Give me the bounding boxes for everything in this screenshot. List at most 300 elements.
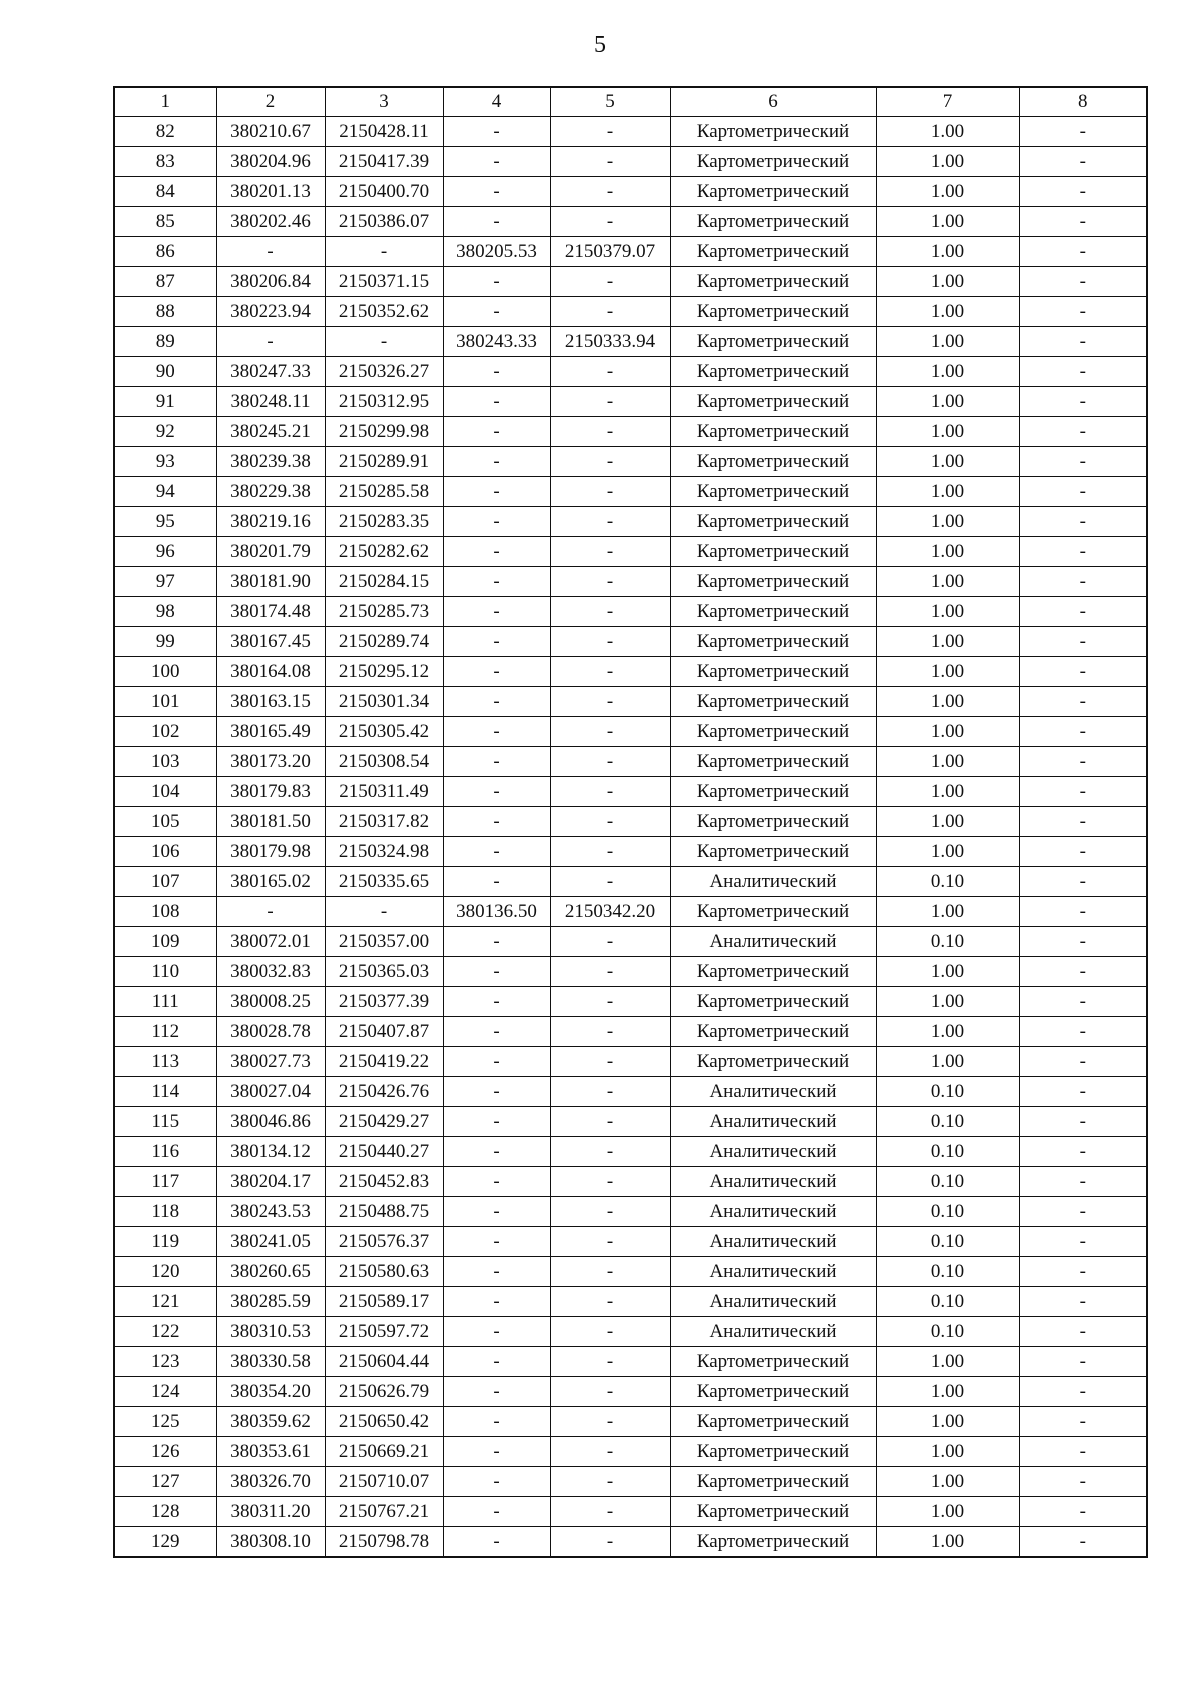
- table-cell: Аналитический: [670, 867, 876, 897]
- table-row: [114, 327, 1147, 357]
- table-cell: 0.10: [876, 1137, 1019, 1167]
- table-cell: -: [550, 267, 670, 297]
- table-cell: Картометрический: [670, 357, 876, 387]
- table-cell: 380179.98: [216, 837, 325, 867]
- table-row: [114, 867, 1147, 897]
- table-cell: 380134.12: [216, 1137, 325, 1167]
- table-cell: 2150305.42: [325, 717, 443, 747]
- table-cell: -: [443, 417, 550, 447]
- table-cell: -: [443, 1257, 550, 1287]
- table-cell: -: [1019, 1047, 1147, 1077]
- table-cell: 115: [114, 1107, 216, 1137]
- table-cell: Картометрический: [670, 297, 876, 327]
- table-cell: -: [443, 1197, 550, 1227]
- table-cell: -: [550, 957, 670, 987]
- table-cell: Аналитический: [670, 1317, 876, 1347]
- table-cell: -: [325, 327, 443, 357]
- table-cell: 380243.53: [216, 1197, 325, 1227]
- table-cell: Картометрический: [670, 1467, 876, 1497]
- table-cell: 2150417.39: [325, 147, 443, 177]
- table-cell: -: [443, 147, 550, 177]
- table-cell: 2150326.27: [325, 357, 443, 387]
- table-cell: 83: [114, 147, 216, 177]
- table-cell: 104: [114, 777, 216, 807]
- table-cell: Аналитический: [670, 1257, 876, 1287]
- table-row: [114, 1107, 1147, 1137]
- table-cell: -: [443, 447, 550, 477]
- table-cell: -: [443, 177, 550, 207]
- table-cell: 122: [114, 1317, 216, 1347]
- table-cell: 102: [114, 717, 216, 747]
- table-cell: -: [1019, 1497, 1147, 1527]
- table-cell: -: [550, 1197, 670, 1227]
- table-cell: -: [443, 1347, 550, 1377]
- table-cell: 2150352.62: [325, 297, 443, 327]
- table-cell: 380167.45: [216, 627, 325, 657]
- table-cell: -: [1019, 1257, 1147, 1287]
- table-cell: 2150335.65: [325, 867, 443, 897]
- table-cell: -: [1019, 717, 1147, 747]
- table-cell: 89: [114, 327, 216, 357]
- table-cell: Аналитический: [670, 1197, 876, 1227]
- table-cell: 380028.78: [216, 1017, 325, 1047]
- table-cell: 2150299.98: [325, 417, 443, 447]
- table-cell: 1.00: [876, 1527, 1019, 1558]
- table-cell: -: [443, 1287, 550, 1317]
- table-cell: -: [1019, 327, 1147, 357]
- table-cell: 97: [114, 567, 216, 597]
- table-cell: 380164.08: [216, 657, 325, 687]
- table-cell: 1.00: [876, 447, 1019, 477]
- table-cell: 380260.65: [216, 1257, 325, 1287]
- page-number: 5: [594, 32, 606, 58]
- table-cell: Картометрический: [670, 1407, 876, 1437]
- table-cell: Картометрический: [670, 987, 876, 1017]
- table-cell: 380204.17: [216, 1167, 325, 1197]
- table-cell: 86: [114, 237, 216, 267]
- table-cell: 380239.38: [216, 447, 325, 477]
- column-header: 1: [114, 87, 216, 117]
- table-cell: -: [443, 657, 550, 687]
- table-cell: -: [443, 957, 550, 987]
- table-cell: 92: [114, 417, 216, 447]
- table-cell: 118: [114, 1197, 216, 1227]
- column-header: 6: [670, 87, 876, 117]
- table-cell: -: [550, 1527, 670, 1558]
- table-cell: 2150317.82: [325, 807, 443, 837]
- table-cell: Аналитический: [670, 1167, 876, 1197]
- table-row: [114, 987, 1147, 1017]
- table-row: [114, 627, 1147, 657]
- table-cell: 99: [114, 627, 216, 657]
- table-row: [114, 477, 1147, 507]
- table-cell: -: [1019, 1287, 1147, 1317]
- table-cell: -: [1019, 747, 1147, 777]
- table-cell: -: [550, 777, 670, 807]
- table-cell: 105: [114, 807, 216, 837]
- table-cell: -: [550, 1167, 670, 1197]
- table-cell: -: [443, 717, 550, 747]
- table-cell: 2150710.07: [325, 1467, 443, 1497]
- table-cell: -: [1019, 267, 1147, 297]
- table-cell: -: [216, 237, 325, 267]
- table-cell: -: [443, 1497, 550, 1527]
- table-row: [114, 597, 1147, 627]
- table-cell: -: [443, 507, 550, 537]
- table-cell: Картометрический: [670, 1047, 876, 1077]
- table-row: [114, 1377, 1147, 1407]
- table-cell: 1.00: [876, 267, 1019, 297]
- table-cell: 380205.53: [443, 237, 550, 267]
- table-cell: 2150650.42: [325, 1407, 443, 1437]
- table-cell: 85: [114, 207, 216, 237]
- table-cell: -: [550, 567, 670, 597]
- table-row: [114, 357, 1147, 387]
- table-cell: -: [550, 1017, 670, 1047]
- table-cell: 2150428.11: [325, 117, 443, 147]
- table-cell: -: [1019, 177, 1147, 207]
- table-cell: Картометрический: [670, 957, 876, 987]
- table-cell: 380201.13: [216, 177, 325, 207]
- table-cell: -: [1019, 1527, 1147, 1558]
- table-cell: -: [216, 327, 325, 357]
- column-header: 8: [1019, 87, 1147, 117]
- table-row: [114, 1467, 1147, 1497]
- table-cell: -: [1019, 417, 1147, 447]
- table-cell: 1.00: [876, 477, 1019, 507]
- table-row: [114, 387, 1147, 417]
- table-row: [114, 117, 1147, 147]
- table-cell: 0.10: [876, 1257, 1019, 1287]
- table-cell: -: [1019, 1017, 1147, 1047]
- table-cell: 1.00: [876, 837, 1019, 867]
- table-cell: 2150669.21: [325, 1437, 443, 1467]
- table-cell: 380165.02: [216, 867, 325, 897]
- table-cell: -: [1019, 207, 1147, 237]
- table-cell: 380173.20: [216, 747, 325, 777]
- table-cell: -: [443, 1047, 550, 1077]
- table-cell: Аналитический: [670, 1287, 876, 1317]
- table-cell: 129: [114, 1527, 216, 1558]
- table-row: [114, 567, 1147, 597]
- table-cell: 2150333.94: [550, 327, 670, 357]
- table-cell: -: [443, 837, 550, 867]
- table-row: [114, 717, 1147, 747]
- coordinates-table: [113, 86, 1148, 1558]
- table-cell: Картометрический: [670, 1497, 876, 1527]
- table-cell: 96: [114, 537, 216, 567]
- table-cell: -: [1019, 1467, 1147, 1497]
- table-cell: -: [1019, 867, 1147, 897]
- table-cell: 380354.20: [216, 1377, 325, 1407]
- table-cell: 1.00: [876, 1047, 1019, 1077]
- table-cell: -: [550, 417, 670, 447]
- table-cell: 380285.59: [216, 1287, 325, 1317]
- table-cell: -: [443, 357, 550, 387]
- table-cell: 2150767.21: [325, 1497, 443, 1527]
- table-cell: 2150324.98: [325, 837, 443, 867]
- table-cell: -: [1019, 447, 1147, 477]
- table-row: [114, 1167, 1147, 1197]
- table-cell: 93: [114, 447, 216, 477]
- table-cell: Картометрический: [670, 537, 876, 567]
- table-cell: -: [1019, 1377, 1147, 1407]
- table-cell: 380201.79: [216, 537, 325, 567]
- table-row: [114, 1017, 1147, 1047]
- table-cell: -: [1019, 1317, 1147, 1347]
- table-cell: 380027.04: [216, 1077, 325, 1107]
- table-cell: Картометрический: [670, 1437, 876, 1467]
- table-cell: 2150379.07: [550, 237, 670, 267]
- table-cell: -: [550, 987, 670, 1017]
- table-cell: 380046.86: [216, 1107, 325, 1137]
- table-cell: -: [1019, 927, 1147, 957]
- column-header: 4: [443, 87, 550, 117]
- table-header-row: [114, 87, 1147, 117]
- table-cell: Картометрический: [670, 747, 876, 777]
- table-cell: -: [443, 927, 550, 957]
- table-cell: -: [1019, 1107, 1147, 1137]
- table-cell: 100: [114, 657, 216, 687]
- table-cell: Картометрический: [670, 327, 876, 357]
- table-cell: Картометрический: [670, 1377, 876, 1407]
- table-cell: 1.00: [876, 957, 1019, 987]
- table-row: [114, 747, 1147, 777]
- table-cell: -: [550, 1347, 670, 1377]
- table-cell: -: [550, 927, 670, 957]
- table-cell: 2150452.83: [325, 1167, 443, 1197]
- table-cell: -: [1019, 507, 1147, 537]
- table-cell: 380136.50: [443, 897, 550, 927]
- table-cell: -: [1019, 627, 1147, 657]
- table-cell: Картометрический: [670, 447, 876, 477]
- table-row: [114, 237, 1147, 267]
- table-cell: 1.00: [876, 657, 1019, 687]
- table-cell: 380008.25: [216, 987, 325, 1017]
- table-cell: 1.00: [876, 717, 1019, 747]
- table-cell: Картометрический: [670, 177, 876, 207]
- table-cell: -: [443, 1317, 550, 1347]
- table-row: [114, 927, 1147, 957]
- table-cell: -: [550, 357, 670, 387]
- table-cell: 103: [114, 747, 216, 777]
- table-cell: -: [1019, 1197, 1147, 1227]
- table-cell: -: [443, 567, 550, 597]
- table-cell: -: [443, 267, 550, 297]
- table-cell: -: [443, 1077, 550, 1107]
- table-cell: 380245.21: [216, 417, 325, 447]
- table-cell: 1.00: [876, 747, 1019, 777]
- table-cell: 116: [114, 1137, 216, 1167]
- table-cell: 128: [114, 1497, 216, 1527]
- table-cell: Картометрический: [670, 477, 876, 507]
- table-cell: 2150342.20: [550, 897, 670, 927]
- table-cell: 0.10: [876, 1227, 1019, 1257]
- table-cell: -: [550, 837, 670, 867]
- table-cell: Аналитический: [670, 1227, 876, 1257]
- table-cell: -: [550, 1407, 670, 1437]
- table-cell: 1.00: [876, 627, 1019, 657]
- table-cell: -: [443, 1167, 550, 1197]
- table-row: [114, 507, 1147, 537]
- table-row: [114, 1227, 1147, 1257]
- table-cell: 2150371.15: [325, 267, 443, 297]
- table-cell: Картометрический: [670, 117, 876, 147]
- table-cell: -: [443, 987, 550, 1017]
- table-cell: 2150426.76: [325, 1077, 443, 1107]
- table-cell: 1.00: [876, 117, 1019, 147]
- table-row: [114, 1257, 1147, 1287]
- table-cell: -: [443, 1377, 550, 1407]
- table-cell: 2150429.27: [325, 1107, 443, 1137]
- table-cell: -: [1019, 117, 1147, 147]
- table-cell: -: [550, 387, 670, 417]
- table-row: [114, 657, 1147, 687]
- table-cell: 2150488.75: [325, 1197, 443, 1227]
- table-cell: 380241.05: [216, 1227, 325, 1257]
- table-cell: 380179.83: [216, 777, 325, 807]
- table-cell: 1.00: [876, 597, 1019, 627]
- table-cell: 2150284.15: [325, 567, 443, 597]
- table-cell: Картометрический: [670, 567, 876, 597]
- table-cell: 1.00: [876, 297, 1019, 327]
- table-cell: 1.00: [876, 807, 1019, 837]
- table-cell: -: [1019, 237, 1147, 267]
- table-cell: -: [550, 1107, 670, 1137]
- table-cell: Картометрический: [670, 627, 876, 657]
- table-cell: 2150798.78: [325, 1527, 443, 1558]
- table-cell: 101: [114, 687, 216, 717]
- table-cell: 1.00: [876, 147, 1019, 177]
- table-cell: 2150295.12: [325, 657, 443, 687]
- table-cell: 380310.53: [216, 1317, 325, 1347]
- table-cell: 2150400.70: [325, 177, 443, 207]
- table-cell: 380330.58: [216, 1347, 325, 1377]
- table-cell: 0.10: [876, 867, 1019, 897]
- table-cell: 112: [114, 1017, 216, 1047]
- table-cell: 2150301.34: [325, 687, 443, 717]
- table-cell: -: [550, 117, 670, 147]
- table-cell: Картометрический: [670, 777, 876, 807]
- table-cell: -: [550, 717, 670, 747]
- table-cell: Картометрический: [670, 807, 876, 837]
- table-row: [114, 1497, 1147, 1527]
- table-cell: -: [1019, 957, 1147, 987]
- table-cell: 114: [114, 1077, 216, 1107]
- table-cell: 1.00: [876, 1437, 1019, 1467]
- table-cell: -: [443, 747, 550, 777]
- table-cell: 2150440.27: [325, 1137, 443, 1167]
- table-cell: -: [550, 177, 670, 207]
- table-cell: 2150282.62: [325, 537, 443, 567]
- table-cell: 1.00: [876, 177, 1019, 207]
- table-cell: -: [550, 1137, 670, 1167]
- table-cell: -: [443, 207, 550, 237]
- table-row: [114, 147, 1147, 177]
- table-cell: -: [1019, 777, 1147, 807]
- table-cell: -: [550, 1257, 670, 1287]
- table-cell: 1.00: [876, 567, 1019, 597]
- table-cell: 91: [114, 387, 216, 417]
- table-cell: 119: [114, 1227, 216, 1257]
- table-cell: -: [1019, 1437, 1147, 1467]
- table-row: [114, 957, 1147, 987]
- table-cell: -: [443, 1467, 550, 1497]
- table-cell: -: [443, 1527, 550, 1558]
- table-cell: 120: [114, 1257, 216, 1287]
- table-cell: -: [1019, 597, 1147, 627]
- table-cell: -: [443, 807, 550, 837]
- table-cell: Картометрический: [670, 237, 876, 267]
- table-cell: -: [550, 1317, 670, 1347]
- table-cell: -: [550, 1047, 670, 1077]
- table-cell: -: [550, 1227, 670, 1257]
- table-cell: 380174.48: [216, 597, 325, 627]
- table-cell: 1.00: [876, 777, 1019, 807]
- table-cell: 1.00: [876, 327, 1019, 357]
- table-cell: Картометрический: [670, 417, 876, 447]
- table-row: [114, 1077, 1147, 1107]
- table-cell: 0.10: [876, 1107, 1019, 1137]
- table-cell: 380210.67: [216, 117, 325, 147]
- table-cell: 109: [114, 927, 216, 957]
- table-cell: 380308.10: [216, 1527, 325, 1558]
- table-cell: Аналитический: [670, 927, 876, 957]
- table-cell: 106: [114, 837, 216, 867]
- table-cell: 380181.50: [216, 807, 325, 837]
- table-cell: 1.00: [876, 237, 1019, 267]
- table-cell: -: [443, 627, 550, 657]
- table-cell: -: [1019, 1077, 1147, 1107]
- table-row: [114, 837, 1147, 867]
- table-cell: Картометрический: [670, 387, 876, 417]
- table-cell: -: [1019, 297, 1147, 327]
- table-cell: 380223.94: [216, 297, 325, 327]
- table-cell: -: [550, 477, 670, 507]
- table-row: [114, 777, 1147, 807]
- table-row: [114, 417, 1147, 447]
- table-cell: -: [443, 297, 550, 327]
- table-row: [114, 1317, 1147, 1347]
- table-cell: 380247.33: [216, 357, 325, 387]
- column-header: 3: [325, 87, 443, 117]
- table-cell: 380229.38: [216, 477, 325, 507]
- table-cell: 2150311.49: [325, 777, 443, 807]
- table-cell: -: [1019, 807, 1147, 837]
- table-cell: 2150580.63: [325, 1257, 443, 1287]
- table-cell: 1.00: [876, 897, 1019, 927]
- table-cell: -: [1019, 1227, 1147, 1257]
- table-cell: 380326.70: [216, 1467, 325, 1497]
- table-cell: Картометрический: [670, 837, 876, 867]
- table-cell: 380165.49: [216, 717, 325, 747]
- table-cell: 1.00: [876, 1347, 1019, 1377]
- table-cell: -: [1019, 147, 1147, 177]
- table-cell: 2150419.22: [325, 1047, 443, 1077]
- table-cell: -: [443, 867, 550, 897]
- table-cell: 380163.15: [216, 687, 325, 717]
- table-cell: 380032.83: [216, 957, 325, 987]
- table-cell: Картометрический: [670, 597, 876, 627]
- table-cell: 1.00: [876, 1377, 1019, 1407]
- table-cell: 380311.20: [216, 1497, 325, 1527]
- table-row: [114, 1347, 1147, 1377]
- table-cell: -: [443, 387, 550, 417]
- table-cell: 2150576.37: [325, 1227, 443, 1257]
- table-cell: -: [443, 537, 550, 567]
- table-cell: 2150377.39: [325, 987, 443, 1017]
- table-cell: -: [1019, 897, 1147, 927]
